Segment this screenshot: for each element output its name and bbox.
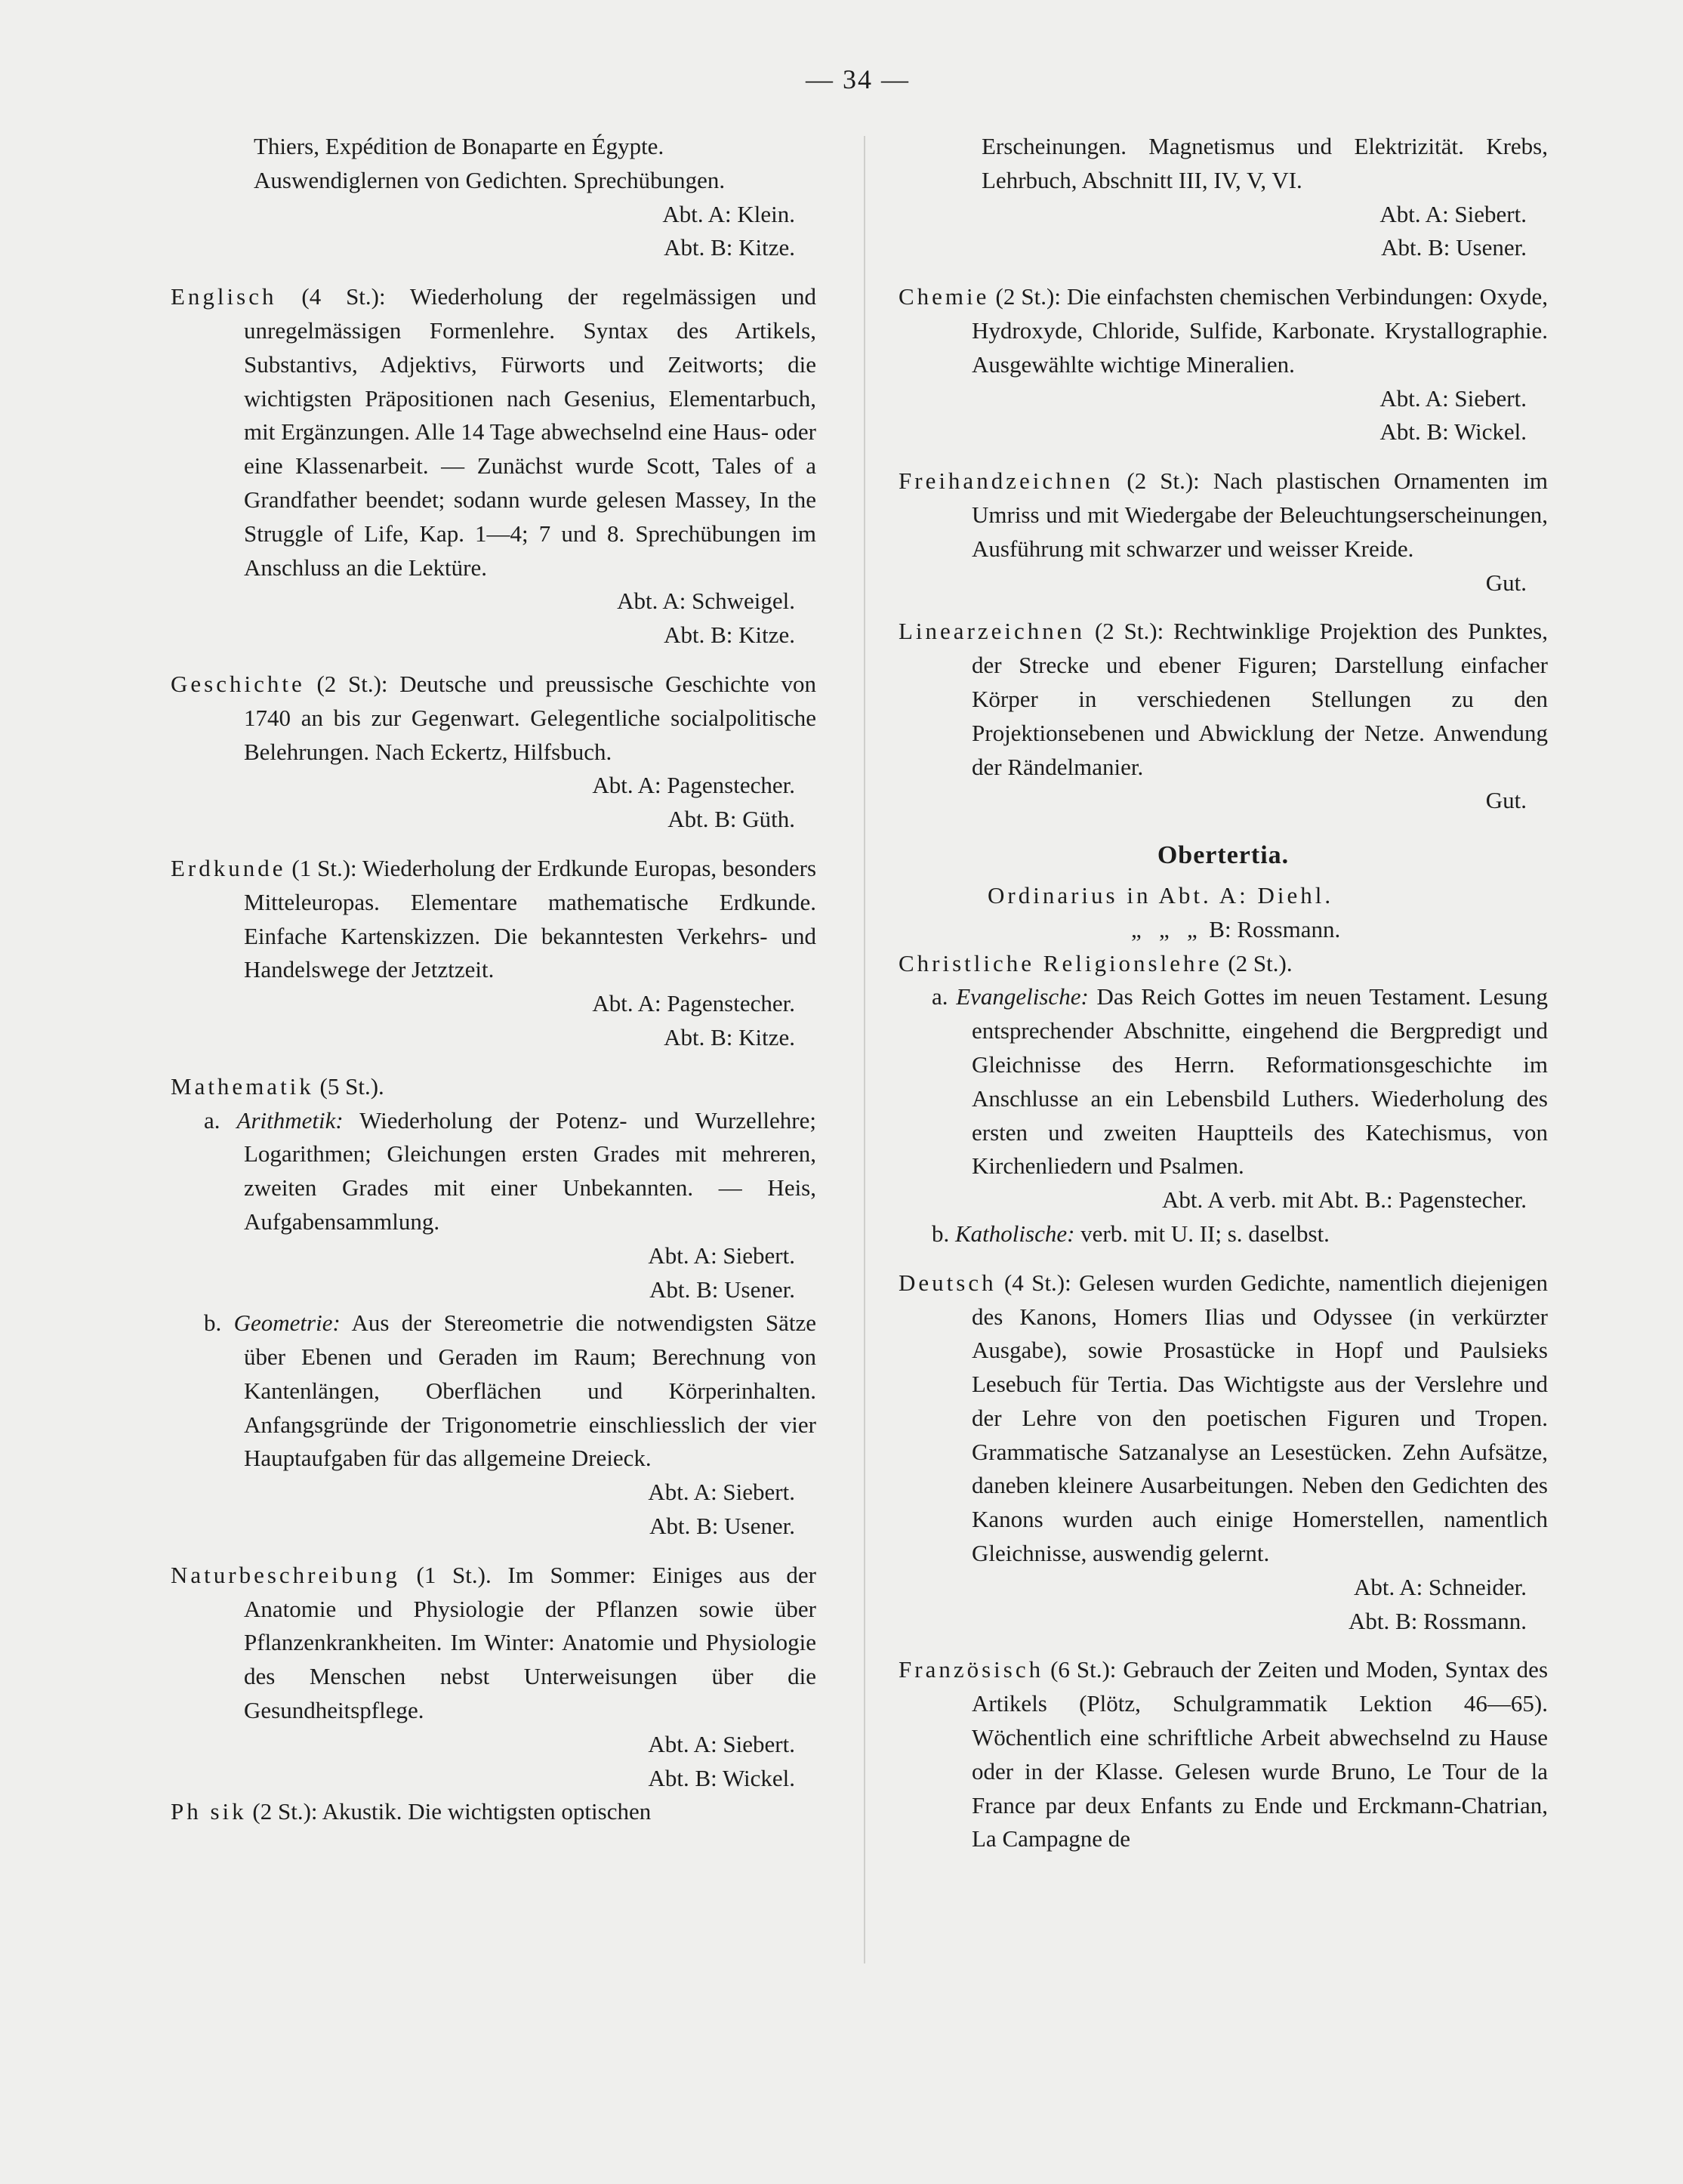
column-divider bbox=[864, 136, 865, 1963]
subject-naturbeschreibung bbox=[171, 1559, 816, 1728]
ordinarius-line: „ „ „ B: Rossmann. bbox=[1131, 915, 1341, 942]
teacher-line: Abt. A: Siebert. bbox=[648, 1479, 795, 1506]
subject-heading: Französisch bbox=[899, 1656, 1044, 1683]
teacher-line: Abt. B: Güth. bbox=[667, 806, 795, 833]
item-text: Wiederholung der Potenz- und Wurzellehre; Logarithmen; Gleichungen ersten Grades mit mehreren, zweiten Grades mit einer Unbekannten. — Heis, Aufgabensammlung. bbox=[244, 1106, 816, 1235]
grade-line: Gut. bbox=[1485, 787, 1527, 814]
subject-physik bbox=[171, 1795, 816, 1829]
teacher-line: Abt. B: Usener. bbox=[1381, 234, 1527, 261]
teacher-line: Abt. B: Wickel. bbox=[1379, 418, 1527, 446]
left-column bbox=[171, 130, 816, 1829]
continued-line-2: Auswendiglernen von Gedichten. Sprechübungen. bbox=[254, 166, 726, 193]
subject-erdkunde bbox=[171, 852, 816, 987]
teacher-line: Abt. A: Pagenstecher. bbox=[592, 990, 795, 1017]
subject-heading: Englisch bbox=[171, 283, 277, 310]
teacher-line: Abt. B: Wickel. bbox=[648, 1764, 795, 1791]
item-label: a. bbox=[932, 983, 948, 1010]
subject-text: (2 St.): Deutsche und preussische Geschichte von 1740 an bis zur Gegenwart. Gelegentliche socialpolitische Belehrungen. Nach Eckertz, Hilfsbuch. bbox=[244, 670, 817, 765]
item-label: b. bbox=[204, 1309, 222, 1337]
teacher-line: Abt. A: Siebert. bbox=[648, 1242, 795, 1269]
teacher-line: Abt. A: Pagenstecher. bbox=[592, 772, 795, 799]
subject-text: (5 St.). bbox=[319, 1072, 384, 1100]
subject-mathematik bbox=[171, 1070, 816, 1104]
teacher-line: Abt. B: Kitze. bbox=[664, 1023, 795, 1050]
teacher-line: Abt. A: Siebert. bbox=[648, 1730, 795, 1757]
teacher-line: Abt. B: Usener. bbox=[649, 1513, 795, 1540]
item-title: Katholische: bbox=[955, 1220, 1075, 1247]
subject-religion bbox=[899, 947, 1548, 981]
teacher-line: Abt. B: Kitze. bbox=[664, 234, 795, 261]
subject-text: (1 St.): Wiederholung der Erdkunde Europas, besonders Mitteleuropas. Elementare mathematische Erdkunde. Einfache Kartenskizzen. Die bekanntesten Verkehrs- und Handelswege der Jetztzeit. bbox=[244, 854, 817, 983]
teacher-line: Abt. A: Klein. bbox=[662, 200, 795, 227]
subject-text: (2 St.). bbox=[1228, 949, 1293, 976]
subject-text: (2 St.): Nach plastischen Ornamenten im Umriss und mit Wiedergabe der Beleuchtungserscheinungen, Ausführung mit schwarzer und weisser Kreide. bbox=[972, 467, 1548, 562]
religion-evangelisch bbox=[899, 980, 1548, 1183]
subject-text: (1 St.). Im Sommer: Einiges aus der Anatomie und Physiologie der Pflanzen sowie über Pflanzenkrankheiten. Im Winter: Anatomie und Physiologie des Menschen nebst Unterweisungen über die Gesundheitspflege. bbox=[244, 1561, 816, 1724]
religion-katholisch bbox=[899, 1217, 1548, 1251]
teacher-line: Abt. A: Siebert. bbox=[1379, 384, 1527, 412]
section-title: Obertertia. bbox=[1157, 841, 1290, 870]
page-number: — 34 — bbox=[806, 64, 910, 94]
subject-heading: Mathematik bbox=[171, 1072, 314, 1100]
subject-deutsch bbox=[899, 1266, 1548, 1571]
subject-heading: Geschichte bbox=[171, 670, 305, 697]
subject-text: (2 St.): Die einfachsten chemischen Verbindungen: Oxyde, Hydroxyde, Chloride, Sulfide, Karbonate. Krystallographie. Ausgewählte wichtige Mineralien. bbox=[972, 283, 1548, 378]
subject-text: (4 St.): Wiederholung der regelmässigen und unregelmässigen Formenlehre. Syntax des Artikels, Substantivs, Adjektivs, Fürworts und Zeitworts; die wichtigsten Präpositionen nach Gesenius, Elementarbuch, mit Ergänzungen. Alle 14 Tage abwechselnd eine Haus- oder eine Klassenarbeit. — Zunächst wurde Scott, Tales of a Grandfather beendet; sodann wurde gelesen Massey, In the Struggle of Life, Kap. 1—4; 7 und 8. Sprechübungen im Anschluss an die Lektüre. bbox=[244, 283, 816, 581]
ordinarius-line: Ordinarius in Abt. A: Diehl. bbox=[988, 881, 1334, 908]
subject-linearzeichnen bbox=[899, 615, 1548, 784]
subject-text: (2 St.): Rechtwinklige Projektion des Punktes, der Strecke und ebener Figuren; Darstellung einfacher Körper in verschiedenen Stellungen zu den Projektionsebenen und Abwicklung der Netze. Anwendung der Rändelmanier. bbox=[972, 618, 1548, 780]
subject-heading: Naturbeschreibung bbox=[171, 1561, 400, 1588]
physik-continued: Erscheinungen. Magnetismus und Elektrizität. Krebs, Lehrbuch, Abschnitt III, IV, V, VI. bbox=[982, 133, 1548, 193]
teacher-line: Abt. B: Kitze. bbox=[664, 622, 795, 649]
subject-heading: Christliche Religionslehre bbox=[899, 949, 1222, 976]
subject-heading: Freihandzeichnen bbox=[899, 467, 1114, 495]
teacher-line: Abt. A verb. mit Abt. B.: Pagenstecher. bbox=[1161, 1186, 1527, 1214]
subject-text: (6 St.): Gebrauch der Zeiten und Moden, Syntax des Artikels (Plötz, Schulgrammatik Lektion 46—65). Wöchentlich eine schriftliche Arbeit abwechselnd zu Hause oder in der Klasse. Gelesen wurde Bruno, Le Tour de la France par deux Enfants zu Ende und Erckmann-Chatrian, La Campagne de bbox=[972, 1656, 1549, 1852]
item-text: verb. mit U. II; s. daselbst. bbox=[1080, 1220, 1330, 1247]
right-column bbox=[899, 130, 1548, 1856]
subject-heading: Erdkunde bbox=[171, 854, 286, 881]
subject-freihandzeichnen bbox=[899, 464, 1548, 566]
subject-heading: Ph sik bbox=[171, 1798, 247, 1825]
teacher-line: Abt. A: Siebert. bbox=[1379, 200, 1527, 227]
grade-line: Gut. bbox=[1485, 569, 1527, 596]
item-label: a. bbox=[204, 1106, 220, 1134]
subject-heading: Linearzeichnen bbox=[899, 618, 1086, 645]
subject-text: (4 St.): Gelesen wurden Gedichte, namentlich diejenigen des Kanons, Homers Ilias und Odyssee (in verkürzter Ausgabe), sowie Prosastücke in Hopf und Paulsieks Lesebuch für Tertia. Das Wichtigste aus der Verslehre und der Lehre von den poetischen Figuren und Tropen. Grammatische Satzanalyse an Lesestücken. Zehn Aufsätze, daneben kleinere Ausarbeitungen. Neben den Gedichten des Kanons wurden auch einige Homerstellen, namentlich Gleichnisse, auswendig gelernt. bbox=[972, 1269, 1548, 1567]
item-text: Aus der Stereometrie die notwendigsten Sätze über Ebenen und Geraden im Raum; Berechnung von Kantenlängen, Oberflächen und Körperinhalten. Anfangsgründe der Trigonometrie einschliesslich der vier Hauptaufgaben für das allgemeine Dreieck. bbox=[244, 1309, 816, 1472]
continued-entry bbox=[171, 130, 816, 198]
math-arithmetik bbox=[171, 1104, 816, 1239]
teacher-line: Abt. A: Schneider. bbox=[1353, 1573, 1527, 1600]
subject-text: (2 St.): Akustik. Die wichtigsten optischen bbox=[252, 1798, 652, 1825]
teacher-line: Abt. A: Schweigel. bbox=[617, 588, 795, 615]
subject-englisch bbox=[171, 280, 816, 585]
item-label: b. bbox=[932, 1220, 950, 1247]
continued-line-1: Thiers, Expédition de Bonaparte en Égypte. bbox=[254, 133, 664, 159]
item-title: Evangelische: bbox=[956, 983, 1089, 1010]
subject-chemie bbox=[899, 280, 1548, 381]
item-title: Geometrie: bbox=[233, 1309, 341, 1337]
math-geometrie bbox=[171, 1306, 816, 1476]
subject-heading: Chemie bbox=[899, 283, 990, 310]
item-text: Das Reich Gottes im neuen Testament. Lesung entsprechender Abschnitte, eingehend die Bergpredigt und Gleichnisse des Herrn. Reformationsgeschichte im Anschlusse an ein Lebensbild Luthers. Wiederholung des ersten und zweiten Hauptteils des Katechismus, von Kirchenliedern und Psalmen. bbox=[972, 983, 1549, 1180]
teacher-line: Abt. B: Usener. bbox=[649, 1276, 795, 1303]
subject-franzoesisch bbox=[899, 1653, 1548, 1856]
subject-geschichte bbox=[171, 668, 816, 769]
item-title: Arithmetik: bbox=[236, 1106, 344, 1134]
teacher-line: Abt. B: Rossmann. bbox=[1349, 1607, 1527, 1634]
subject-heading: Deutsch bbox=[899, 1269, 997, 1296]
